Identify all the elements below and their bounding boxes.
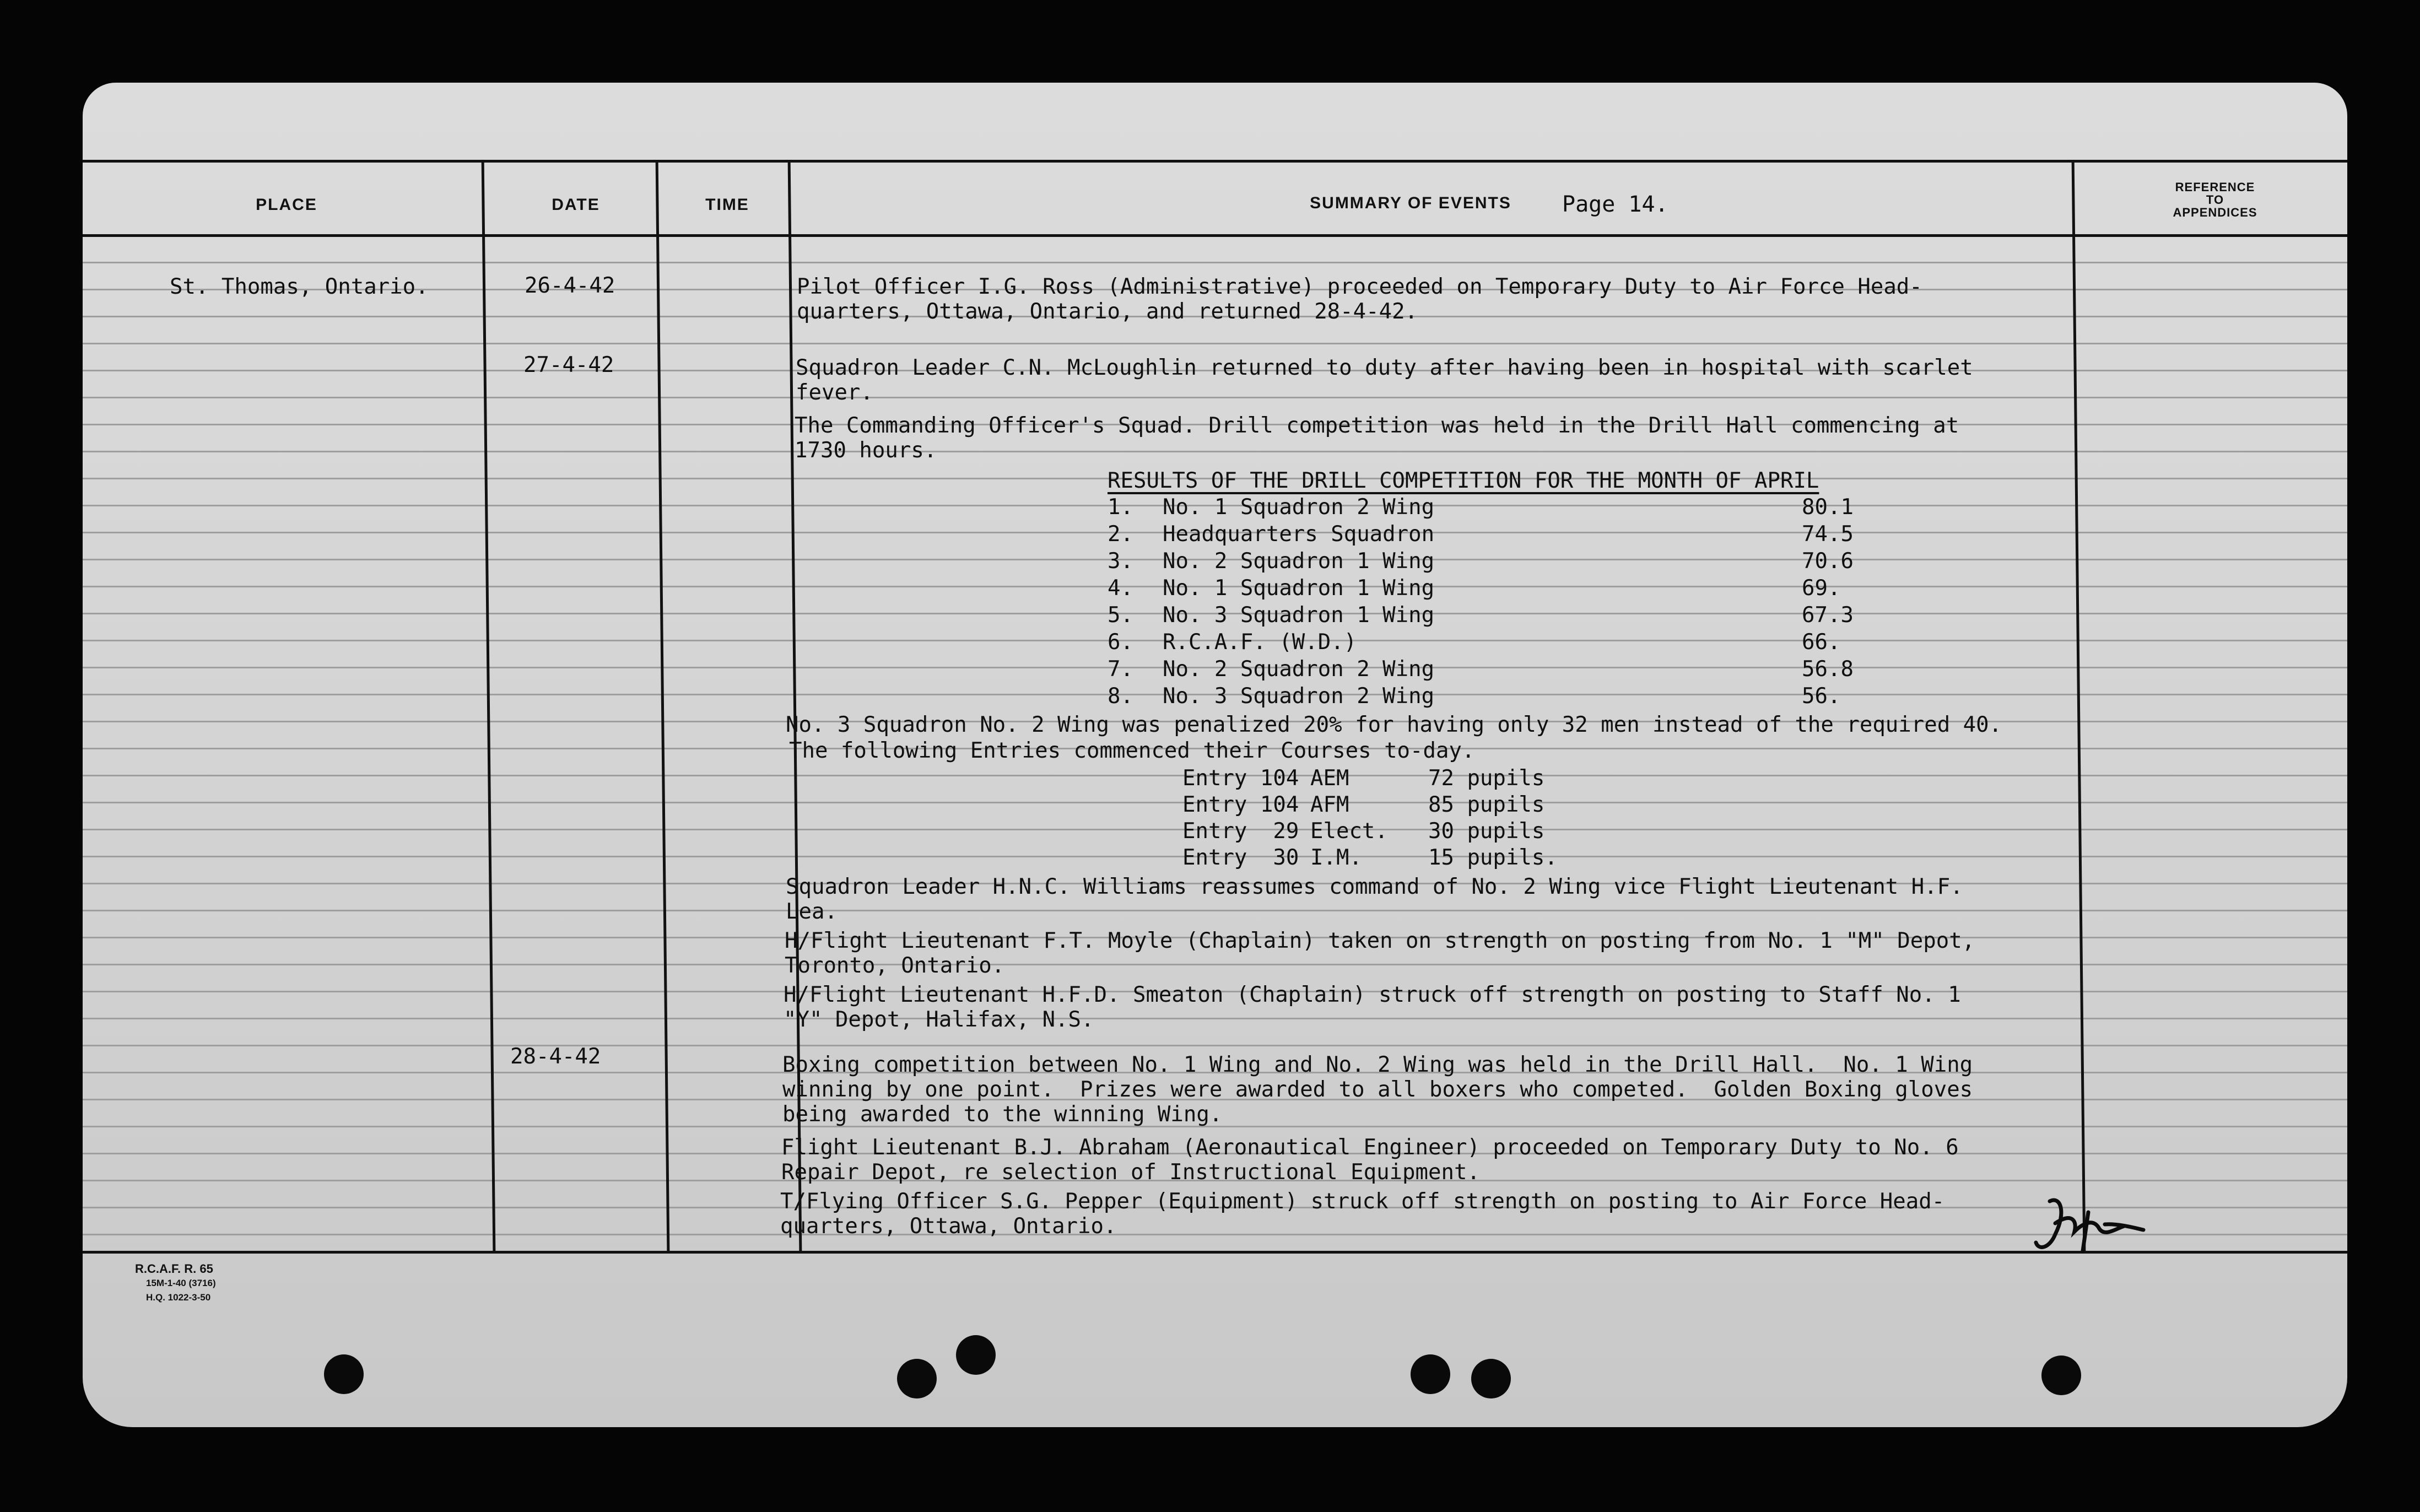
results-rank: 5.: [1108, 603, 1133, 628]
ruling-line: [83, 910, 2347, 911]
results-score: 66.: [1802, 630, 1841, 655]
header-summary: SUMMARY OF EVENTS: [1310, 194, 1511, 212]
ruling-line: [83, 397, 2347, 398]
course-pupils: 30 pupils: [1428, 819, 1545, 844]
column-divider-reference: [2072, 160, 2086, 1252]
punch-hole: [897, 1359, 937, 1398]
punch-hole: [956, 1335, 996, 1375]
page-number: Page 14.: [1562, 192, 1668, 217]
results-unit: No. 2 Squadron 1 Wing: [1163, 549, 1435, 574]
header-time: TIME: [705, 196, 749, 214]
entry-drill-line2: 1730 hours.: [795, 438, 937, 463]
course-trade: I.M.: [1310, 845, 1362, 870]
entry-boxing-line3: being awarded to the winning Wing.: [782, 1102, 1223, 1127]
entry-pepper-line2: quarters, Ottawa, Ontario.: [780, 1214, 1117, 1239]
results-unit: Headquarters Squadron: [1163, 522, 1435, 547]
entry-drill-line1: The Commanding Officer's Squad. Drill competition was held in the Drill Hall commencing at: [795, 413, 1959, 438]
entry-smeaton-line2: "Y" Depot, Halifax, N.S.: [784, 1007, 1094, 1032]
punch-hole: [1471, 1359, 1511, 1398]
results-score: 70.6: [1802, 549, 1854, 574]
results-rank: 1.: [1108, 495, 1133, 520]
entry-mcloughlin-line2: fever.: [796, 380, 873, 405]
course-trade: AFM: [1310, 792, 1349, 817]
ruling-line: [83, 343, 2347, 344]
course-entry: Entry 104: [1182, 792, 1299, 817]
entry-moyle-line1: H/Flight Lieutenant F.T. Moyle (Chaplain) taken on strength on posting from No. 1 "M" Depot,: [785, 928, 1975, 953]
date-28-4-42: 28-4-42: [510, 1044, 601, 1069]
results-score: 56.: [1802, 684, 1841, 709]
entry-ross-line1: Pilot Officer I.G. Ross (Administrative) proceeded on Temporary Duty to Air Force Head-: [797, 274, 1922, 299]
ruling-line: [83, 964, 2347, 965]
entry-moyle-line2: Toronto, Ontario.: [785, 953, 1005, 978]
course-trade: Elect.: [1310, 819, 1388, 844]
entry-mcloughlin-line1: Squadron Leader C.N. McLoughlin returned to duty after having been in hospital with scarlet: [796, 355, 1973, 380]
results-score: 56.8: [1802, 657, 1854, 682]
course-entry: Entry 30: [1182, 845, 1299, 870]
ruling-line: [83, 451, 2347, 452]
results-score: 80.1: [1802, 495, 1854, 520]
entry-williams-line1: Squadron Leader H.N.C. Williams reassumes command of No. 2 Wing vice Flight Lieutenant H.F.: [786, 874, 1963, 899]
results-unit: No. 3 Squadron 1 Wing: [1163, 603, 1435, 628]
handwritten-initials-signature: [2028, 1190, 2160, 1262]
course-trade: AEM: [1310, 766, 1349, 791]
results-rank: 7.: [1108, 657, 1133, 682]
entry-penalty: No. 3 Squadron No. 2 Wing was penalized 20% for having only 32 men instead of the required 40.: [786, 712, 2002, 737]
place-text: St. Thomas, Ontario.: [170, 274, 429, 299]
entry-ross-line2: quarters, Ottawa, Ontario, and returned 28-4-42.: [797, 299, 1418, 324]
punch-hole: [2041, 1356, 2081, 1395]
results-score: 67.3: [1802, 603, 1854, 628]
entry-boxing-line2: winning by one point. Prizes were awarded to all boxers who competed. Golden Boxing gloves: [782, 1077, 1973, 1102]
header-date: DATE: [552, 196, 600, 214]
ruling-line: [83, 262, 2347, 263]
form-number-line3: H.Q. 1022-3-50: [146, 1292, 211, 1303]
results-rank: 2.: [1108, 522, 1133, 547]
entry-boxing-line1: Boxing competition between No. 1 Wing and No. 2 Wing was held in the Drill Hall. No. 1 Wing: [782, 1052, 1973, 1077]
results-rank: 4.: [1108, 576, 1133, 601]
punch-hole: [324, 1354, 364, 1394]
date-26-4-42: 26-4-42: [525, 273, 615, 298]
form-number-line1: R.C.A.F. R. 65: [135, 1262, 213, 1276]
form-number-block: [135, 1262, 216, 1305]
header-top-rule: [83, 160, 2347, 163]
ruling-line: [83, 1234, 2347, 1235]
ruling-line: [83, 1018, 2347, 1019]
footer-rule: [83, 1251, 2347, 1254]
header-bottom-rule: [83, 234, 2347, 237]
results-score: 74.5: [1802, 522, 1854, 547]
results-rank: 8.: [1108, 684, 1133, 709]
column-divider-date: [656, 160, 670, 1252]
header-reference: REFERENCE TO APPENDICES: [2173, 180, 2257, 219]
results-unit: R.C.A.F. (W.D.): [1163, 630, 1357, 655]
course-pupils: 85 pupils: [1428, 792, 1545, 817]
results-score: 69.: [1802, 576, 1841, 601]
column-divider-place: [482, 160, 496, 1252]
entry-pepper-line1: T/Flying Officer S.G. Pepper (Equipment) struck off strength on posting to Air Force Head-: [780, 1189, 1945, 1214]
diary-form-card: [83, 83, 2347, 1427]
results-rank: 6.: [1108, 630, 1133, 655]
results-unit: No. 1 Squadron 1 Wing: [1163, 576, 1435, 601]
course-pupils: 72 pupils: [1428, 766, 1545, 791]
results-unit: No. 1 Squadron 2 Wing: [1163, 495, 1435, 520]
entry-smeaton-line1: H/Flight Lieutenant H.F.D. Smeaton (Chaplain) struck off strength on posting to Staff No. 1: [784, 982, 1961, 1007]
results-rank: 3.: [1108, 549, 1133, 574]
course-pupils: 15 pupils.: [1428, 845, 1558, 870]
header-place: PLACE: [256, 196, 317, 214]
entry-williams-line2: Lea.: [786, 899, 838, 924]
punch-hole: [1411, 1354, 1450, 1394]
course-entry: Entry 29: [1182, 819, 1299, 844]
ruling-line: [83, 1045, 2347, 1046]
course-entry: Entry 104: [1182, 766, 1299, 791]
results-title: RESULTS OF THE DRILL COMPETITION FOR THE MONTH OF APRIL: [1108, 468, 1819, 493]
results-unit: No. 3 Squadron 2 Wing: [1163, 684, 1435, 709]
date-27-4-42: 27-4-42: [523, 353, 614, 377]
results-unit: No. 2 Squadron 2 Wing: [1163, 657, 1435, 682]
entry-abraham-line2: Repair Depot, re selection of Instructional Equipment.: [781, 1160, 1480, 1185]
entry-courses-intro: The following Entries commenced their Courses to-day.: [789, 738, 1475, 763]
entry-abraham-line1: Flight Lieutenant B.J. Abraham (Aeronautical Engineer) proceeded on Temporary Duty to No. 6: [781, 1135, 1959, 1160]
form-number-line2: 15M-1-40 (3716): [146, 1278, 216, 1288]
